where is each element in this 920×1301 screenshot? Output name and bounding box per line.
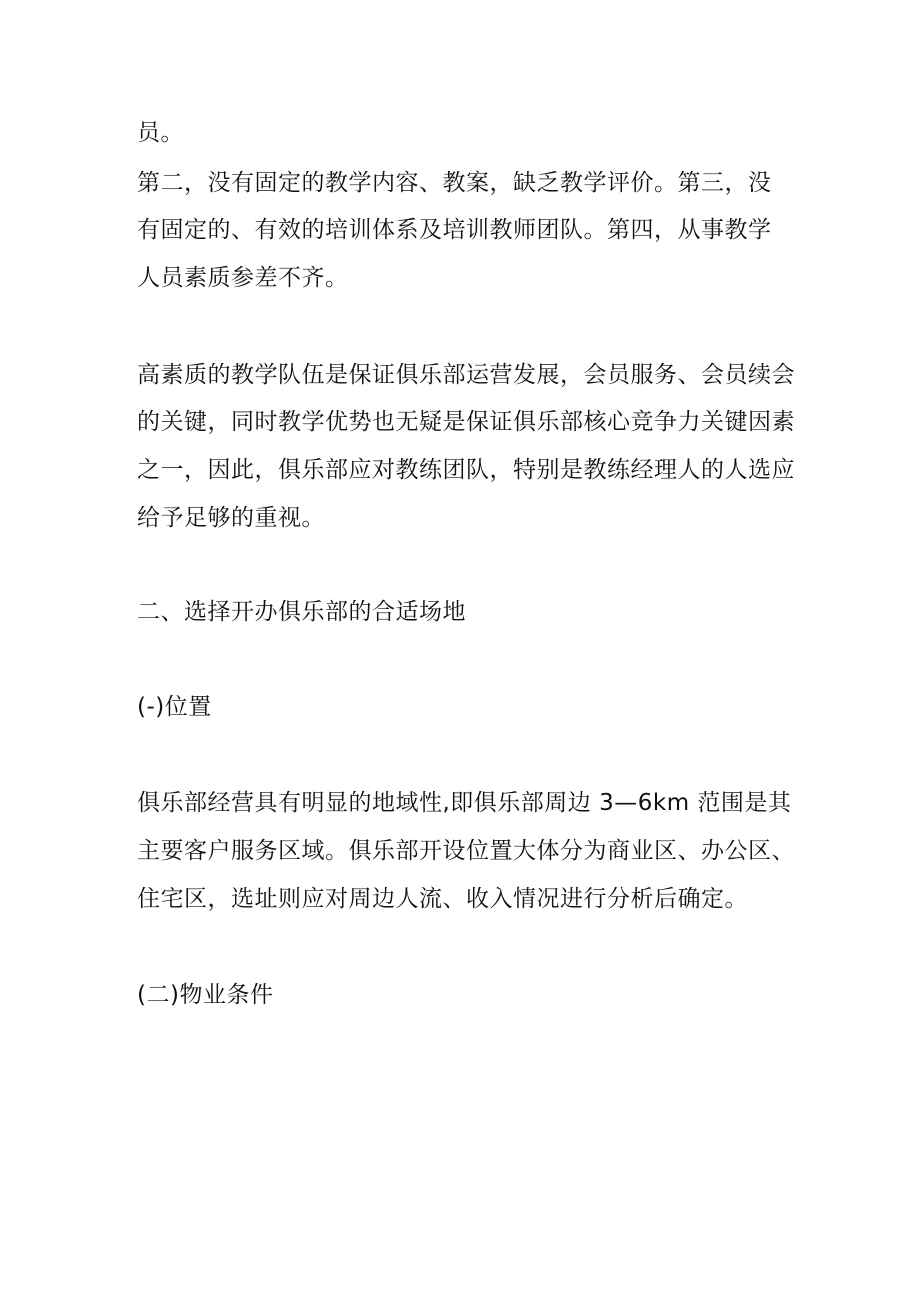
section-heading: 二、选择开办俱乐部的合适场地 — [137, 599, 466, 625]
paragraph-3-line-3: 住宅区，选址则应对周边人流、收入情况进行分析后确定。 — [137, 886, 748, 912]
subheading-location: (-)位置 — [137, 694, 212, 720]
subheading-property-conditions: (二)物业条件 — [137, 982, 274, 1008]
paragraph-1-line-3: 有固定的、有效的培训体系及培训教师团队。第四，从事教学 — [137, 217, 772, 243]
paragraph-2-line-2: 的关键，同时教学优势也无疑是保证俱乐部核心竞争力关键因素 — [137, 409, 795, 435]
paragraph-2-line-1: 高素质的教学队伍是保证俱乐部运营发展，会员服务、会员续会 — [137, 362, 795, 388]
paragraph-1-line-1: 员。 — [137, 120, 184, 146]
paragraph-1-line-2: 第二，没有固定的教学内容、教案，缺乏教学评价。第三，没 — [137, 170, 772, 196]
paragraph-1-line-4: 人员素质参差不齐。 — [137, 265, 349, 291]
paragraph-3-line-1: 俱乐部经营具有明显的地域性,即俱乐部周边 3—6km 范围是其 — [137, 790, 792, 816]
paragraph-2-line-3: 之一，因此，俱乐部应对教练团队，特别是教练经理人的人选应 — [137, 457, 795, 483]
paragraph-2-line-4: 给予足够的重视。 — [137, 505, 325, 531]
paragraph-3-line-2: 主要客户服务区域。俱乐部开设位置大体分为商业区、办公区、 — [137, 838, 795, 864]
